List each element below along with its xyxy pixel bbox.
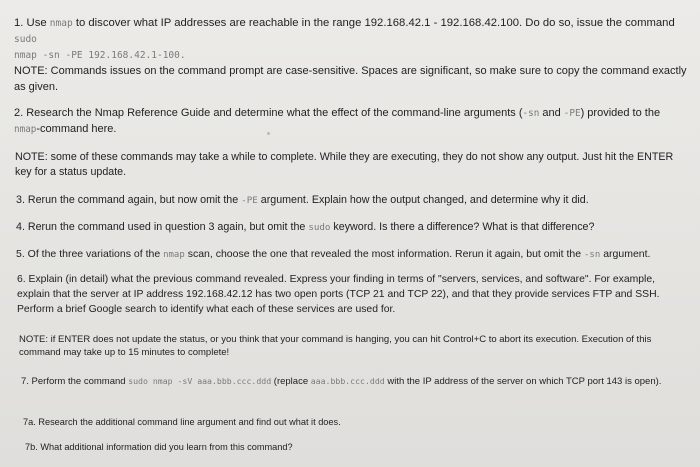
question-2: 2. Research the Nmap Reference Guide and determine what the effect of the command-line arguments (-sn and -PE) provided to the nmap-command here. <box>14 107 661 135</box>
question-7b: 7b. What additional information did you learn from this command? <box>25 442 293 452</box>
code-nmap: nmap <box>14 123 37 135</box>
question-4: 4. Rerun the command used in question 3 again, but omit the sudo keyword. Is there a difference? What is that difference? <box>16 221 595 233</box>
speck <box>267 132 270 135</box>
code-sudo: sudo <box>308 222 331 233</box>
code-sudo: sudo <box>14 34 37 46</box>
question-7: 7. Perform the command sudo nmap -sV aaa.bbb.ccc.ddd (replace aaa.bbb.ccc.ddd with the IP address of the server on which TCP port 143 is open). <box>21 376 662 387</box>
code-nmap: nmap <box>49 18 73 29</box>
question-3: 3. Rerun the command again, but now omit the -PE argument. Explain how the output changed, and determine why it did. <box>16 194 589 206</box>
code-pe: -PE <box>241 195 258 206</box>
note-control-c: NOTE: if ENTER does not update the status, or you think that your command is hanging, you can hit Control+C to abort its execution. Execution of this command may take up to 15 minutes to complete! <box>19 334 652 359</box>
code-pe: -PE <box>563 108 581 119</box>
code-placeholder-address: aaa.bbb.ccc.ddd <box>310 376 385 386</box>
question-7a: 7a. Research the additional command line argument and find out what it does. <box>23 417 341 427</box>
code-nmap: nmap <box>163 250 185 260</box>
note-status-update: NOTE: some of these commands may take a while to complete. While they are executing, they do not show any output. Just hit the ENTER key for a status update. <box>15 151 674 179</box>
question-6: 6. Explain (in detail) what the previous command revealed. Express your finding in terms of "servers, services, and software". For example, explain that the server at IP address 192.168.42.12 has two open ports (TCP 21 and TCP 22), and that they provide services FTP and SSH. Perform a brief Google search to identify what each of these services are used for. <box>17 274 660 315</box>
question-1: 1. Use nmap to discover what IP addresses are reachable in the range 192.168.42.1 - 192.168.42.100. Do do so, issue the command sudo nmap -sn -PE 192.168.42.1-100. <box>14 17 675 62</box>
code-sn: -sn <box>584 250 601 260</box>
command-nmap-sn-pe: nmap -sn -PE 192.168.42.1-100. <box>14 50 186 62</box>
question-5: 5. Of the three variations of the nmap scan, choose the one that revealed the most information. Rerun it again, but omit the -sn argument. <box>16 248 651 260</box>
code-sn: -sn <box>522 108 540 119</box>
command-nmap-sv: sudo nmap -sV aaa.bbb.ccc.ddd <box>128 376 272 386</box>
note-case-sensitive: NOTE: Commands issues on the command prompt are case-sensitive. Spaces are significant, so make sure to copy the command exactly as given. <box>14 65 687 93</box>
